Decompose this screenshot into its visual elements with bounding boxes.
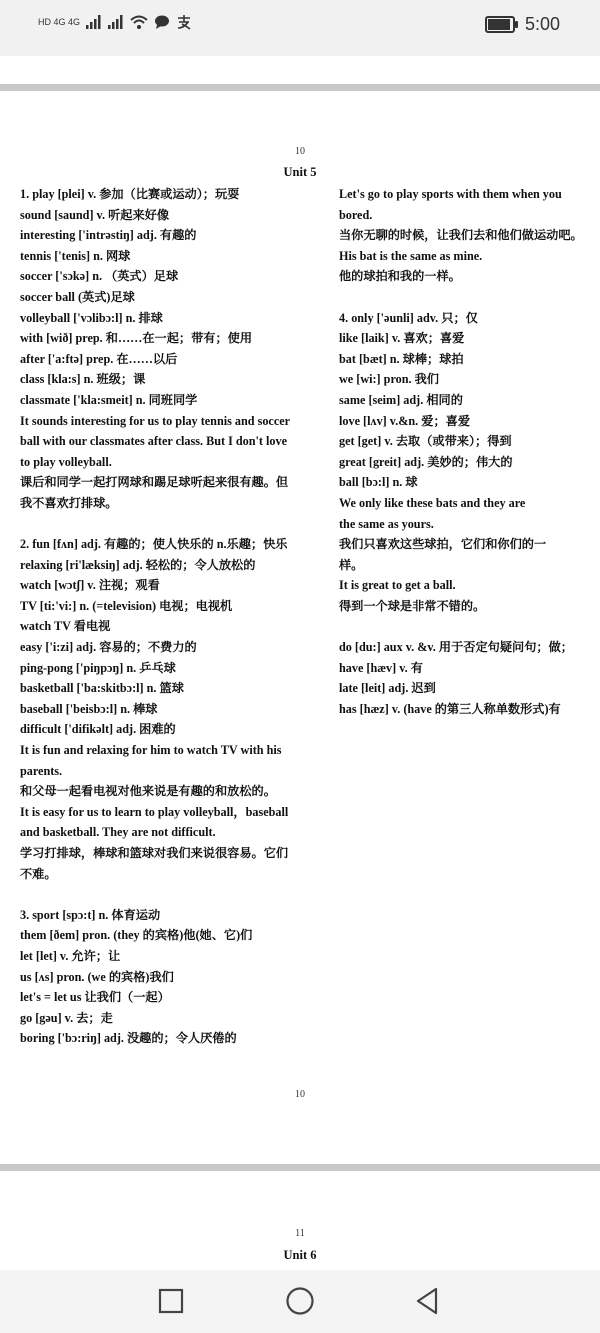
text-line: go [gəu] v. 去；走 (20, 1010, 113, 1025)
text-line: His bat is the same as mine. (339, 248, 483, 263)
text-line: 得到一个球是非常不错的。 (339, 598, 486, 613)
battery-icon (485, 16, 515, 33)
text-line: let's = let us 让我们（一起） (20, 990, 170, 1005)
text-line: bored. (339, 207, 373, 222)
text-line: 4. only ['əunli] adv. 只；仅 (339, 310, 478, 325)
clock: 5:00 (524, 14, 560, 34)
text-line: soccer ball (英式)足球 (20, 289, 135, 304)
circle-icon (285, 1286, 315, 1316)
next-page-number: 11 (295, 1228, 305, 1239)
text-line: volleyball ['vɔlibɔ:l] n. 排球 (20, 310, 163, 325)
text-line: 他的球拍和我的一样。 (339, 269, 461, 284)
text-line: watch [wɔtʃ] v. 注视；观看 (20, 578, 160, 593)
alipay-icon (176, 14, 192, 30)
left-column (20, 184, 320, 1049)
blank-line (20, 884, 320, 905)
triangle-back-icon (414, 1287, 440, 1315)
sim-labels: HD 4G 4G (38, 17, 81, 27)
page-number-bottom: 10 (295, 1089, 305, 1100)
text-line: easy ['i:zi] adj. 容易的；不费力的 (20, 640, 197, 655)
text-line: ball [bɔ:l] n. 球 (339, 475, 418, 490)
text-line: has [hæz] v. (have 的第三人称单数形式)有 (339, 701, 561, 716)
text-line: late [leit] adj. 迟到 (339, 681, 436, 696)
text-line: 我们只喜欢这些球拍，它们和你们的一 (339, 537, 547, 552)
text-line: the same as yours. (339, 516, 434, 531)
text-line: have [hæv] v. 有 (339, 660, 423, 675)
page-separator-bottom (0, 1164, 600, 1171)
text-line: 样。 (339, 557, 364, 572)
text-line: 学习打排球，棒球和篮球对我们来说很容易。它们 (20, 846, 289, 860)
text-line: It is fun and relaxing for him to watch TV with his (20, 743, 282, 758)
square-icon (158, 1288, 184, 1314)
text-line: boring ['bɔ:riŋ] adj. 没趣的；令人厌倦的 (20, 1031, 237, 1046)
text-line: same [seim] adj. 相同的 (339, 392, 463, 407)
text-line: soccer ['sɔkə] n. （英式）足球 (20, 269, 179, 284)
text-line: to play volleyball. (20, 454, 112, 469)
text-line: tennis ['tenis] n. 网球 (20, 248, 131, 263)
text-line: ball with our classmates after class. But I don't love (20, 434, 287, 449)
text-line: 和父母一起看电视对他来说是有趣的和放松的。 (20, 784, 276, 799)
text-line: after ['a:ftə] prep. 在……以后 (20, 351, 178, 366)
chat-bubble-icon (154, 15, 170, 29)
text-line: parents. (20, 763, 63, 778)
text-line: 课后和同学一起打网球和踢足球听起来很有趣。但 (20, 475, 289, 490)
text-line: 2. fun [fʌn] adj. 有趣的；使人快乐的 n.乐趣；快乐 (20, 537, 288, 552)
text-line: 当你无聊的时候，让我们去和他们做运动吧。 (339, 228, 583, 243)
text-line: let [let] v. 允许；让 (20, 948, 121, 963)
text-line: We only like these bats and they are (339, 495, 526, 510)
text-line: Let's go to play sports with them when you (339, 187, 562, 201)
text-line: relaxing [ri'læksiŋ] adj. 轻松的；令人放松的 (20, 557, 256, 572)
text-line: and basketball. They are not difficult. (20, 825, 216, 840)
text-line: watch TV 看电视 (20, 619, 111, 634)
text-line: bat [bæt] n. 球棒；球拍 (339, 351, 464, 366)
text-line: TV [ti:'vi:] n. (=television) 电视；电视机 (20, 598, 233, 613)
text-line: ping-pong ['piŋpɔŋ] n. 乒乓球 (20, 660, 176, 675)
page-number-top: 10 (295, 146, 305, 157)
text-line: baseball ['beisbɔ:l] n. 棒球 (20, 701, 158, 716)
navigation-bar (0, 1270, 600, 1333)
recents-button[interactable] (154, 1284, 188, 1318)
text-line: class [kla:s] n. 班级；课 (20, 372, 146, 387)
home-button[interactable] (283, 1284, 317, 1318)
right-column (339, 184, 600, 719)
next-unit-title: Unit 6 (283, 1248, 317, 1262)
page-separator-top (0, 84, 600, 91)
text-line: get [get] v. 去取（或带来）；得到 (339, 434, 512, 449)
status-right (485, 14, 560, 35)
text-line: us [ʌs] pron. (we 的宾格)我们 (20, 969, 174, 984)
signal-icon (86, 15, 102, 29)
text-line: It is great to get a ball. (339, 578, 456, 593)
text-line: 1. play [plei] v. 参加（比赛或运动）；玩耍 (20, 187, 240, 201)
wifi-icon (130, 15, 148, 29)
text-line: 我不喜欢打排球。 (20, 495, 118, 510)
text-line: do [du:] aux v. &v. 用于否定句疑问句；做； (339, 640, 573, 655)
text-line: interesting ['intrəstiŋ] adj. 有趣的 (20, 228, 197, 243)
text-line: 不难。 (20, 866, 57, 881)
signal-icon-2 (108, 15, 124, 29)
blank-line (339, 287, 600, 308)
back-button[interactable] (410, 1284, 444, 1318)
text-line: It sounds interesting for us to play tennis and soccer (20, 413, 291, 428)
status-left (38, 14, 192, 30)
blank-line (20, 514, 320, 535)
text-line: 3. sport [spɔ:t] n. 体育运动 (20, 907, 161, 922)
text-line: great [greit] adj. 美妙的；伟大的 (339, 454, 513, 469)
unit-title: Unit 5 (283, 165, 317, 179)
text-line: them [ðem] pron. (they 的宾格)他(她、它)们 (20, 928, 253, 943)
text-line: difficult ['difikəlt] adj. 困难的 (20, 722, 176, 737)
blank-line (339, 616, 600, 637)
status-bar (0, 0, 600, 56)
text-line: It is easy for us to learn to play volleyball，baseball (20, 804, 289, 819)
text-line: with [wið] prep. 和……在一起；带有；使用 (20, 331, 253, 346)
text-line: classmate ['kla:smeit] n. 同班同学 (20, 392, 198, 407)
text-line: like [laik] v. 喜欢；喜爱 (339, 331, 465, 346)
text-line: basketball ['ba:skitbɔ:l] n. 篮球 (20, 681, 184, 696)
text-line: sound [saund] v. 听起来好像 (20, 207, 170, 222)
text-line: we [wi:] pron. 我们 (339, 372, 439, 387)
text-line: love [lʌv] v.&n. 爱；喜爱 (339, 413, 471, 428)
